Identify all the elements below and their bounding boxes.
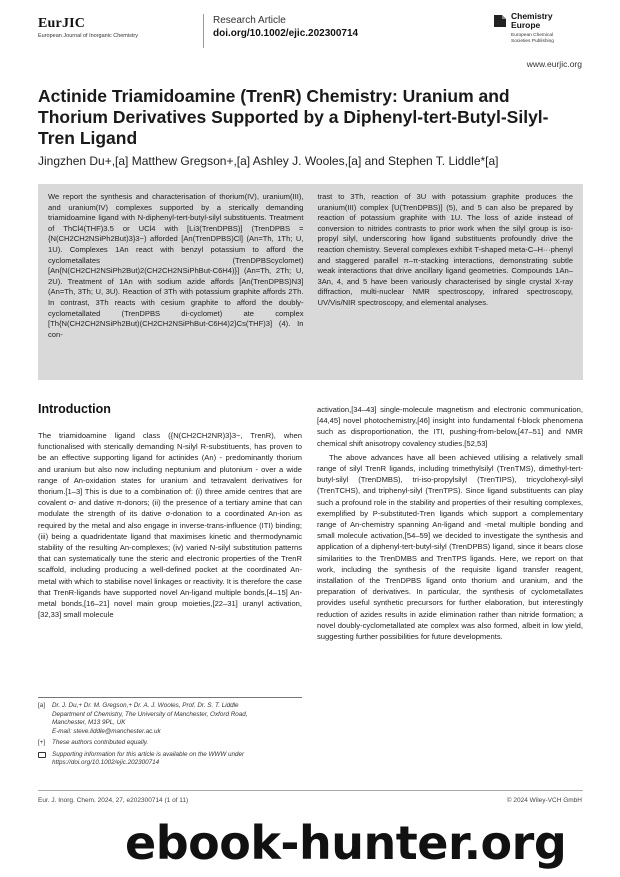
footer-divider (38, 790, 583, 791)
intro-paragraph: The above advances have all been achieved utilising a relatively small range of silyl TrenR ligands, including trimethylsilyl (TrenTMS), dimethyl-tert-butyl-silyl (TrenDMBS), tri-iso-propylsilyl (TrenTIPS), tricyclohexyl-silyl (TrenTCHS), and triphenyl-silyl (TrenTPS). Since ligand substituents can play such a profound role in the stability and properties of their resulting complexes, exemplified by P-substituted-Tren ligands which support a complementary range of An-chemistry spanning An-ligand and -metal multiple bonding and small molecule activation,[54–59] we decided to investigate the synthesis and application of a diphenyl-tert-butyl-silyl (TrenDPBS) ligand, since it bears close similarities to the TrenDMBS and TrenTPS ligands. Here, we report on that work, including the synthesis of the requisite ligand transfer reagent, installation of the TrenDPBS ligand onto thorium and uranium, and the preparation of derivatives. In particular, the synthesis of cyclometallates provides useful synthetic precursors for further elaboration, but interestingly reduction of azides results in azide elimination rather than nitride formation; a novel doubly-cyclometallated ate complex was also formed, albeit in low yield, suggesting further possibilities for future developments. (317, 452, 583, 642)
publisher-subtitle: European Chemical Societies Publishing (511, 33, 554, 44)
supporting-info-link[interactable]: https://doi.org/10.1002/ejic.202300714 (52, 759, 160, 766)
affiliation-footnote (38, 702, 302, 736)
journal-full-name: European Journal of Inorganic Chemistry (38, 33, 138, 39)
footnote-line: Manchester, M13 9PL, UK (52, 719, 126, 726)
footer-copyright: © 2024 Wiley-VCH GmbH (506, 797, 582, 804)
footnotes (38, 702, 302, 771)
footnote-line: Department of Chemistry, The University of Manchester, Oxford Road, (52, 710, 248, 718)
publisher-name: Chemistry Europe (511, 11, 553, 30)
author-list: Jingzhen Du+,[a] Matthew Gregson+,[a] Ashley J. Wooles,[a] and Stephen T. Liddle*[a] (38, 154, 499, 168)
footnote-marker: [a] (38, 702, 46, 709)
footnote-line: Supporting information for this article is available on the WWW under (52, 750, 245, 758)
header-divider (203, 14, 204, 48)
supporting-info-footnote (38, 751, 302, 768)
intro-right-column (317, 404, 583, 642)
intro-paragraph: activation,[34–43] single-molecule magnetism and electronic communication,[44,45] novel photochemistry,[46] insight into fundamental f-block phenomena such as disproportionation, the ITI, pushing-from-below,[47–51] and NMR chemical shift anisotropy covalency studies.[52,53] (317, 405, 583, 448)
equal-contribution-footnote (38, 739, 302, 748)
watermark: ebook-hunter.org (125, 816, 567, 870)
article-title: Actinide Triamidoamine (TrenR) Chemistry: Uranium and Thorium Derivatives Supported by a Diphenyl-tert-Butyl-Silyl-Tren Ligand (38, 86, 549, 148)
page-header (38, 8, 583, 48)
doi-link[interactable]: doi.org/10.1002/ejic.202300714 (213, 28, 359, 39)
document-icon (38, 752, 46, 758)
author-email[interactable]: E-mail: steve.liddle@manchester.ac.uk (52, 727, 161, 735)
footnote-line: These authors contributed equally. (52, 739, 149, 746)
chemistry-europe-logo-icon (493, 14, 507, 28)
abstract-left-column: We report the synthesis and characterisation of thorium(IV), uranium(III), and uranium(IV) complexes supported by a sterically demanding triamidoamine ligand with N-diphenyl-tert-butyl-silyl substituents. Treatment of ThCl4(THF)3.5 or UCl4 with [Li3(TrenDPBS)] (TrenDPBS = {N(CH2CH2NSiPh2But)3}3−) afforded [An(TrenDPBS)Cl] (An=Th, 1Th; U, 1U). Complexes 1An react with benzyl potassium to afford the cyclometallates (TrenDPBScyclomet) [An{N(CH2CH2NSiPh2But)2(CH2CH2NSiPhBut-C6H4)}] (An=Th, 2Th; U, 2U). Treatment of 1An with sodium azide affords [An(TrenDPBS)N3] (An=Th, 3Th; U, 3U). Reaction of 3Th with potassium graphite affords 2Th. In contrast, 3Th reacts with cesium graphite to afford the doubly-cyclometallated (TrenDPBS di-cyclomet) ate complex [Th{N(CH2CH2NSiPh2But)(CH2CH2NSiPhBut-C6H4)2}Cs(THF)3] (4). In con- (48, 192, 304, 339)
journal-site-url[interactable]: www.eurjic.org (526, 59, 582, 69)
section-heading-introduction: Introduction (38, 402, 111, 416)
intro-left-column (38, 430, 302, 620)
footnote-line: Dr. J. Du,+ Dr. M. Gregson,+ Dr. A. J. Wooles, Prof. Dr. S. T. Liddle (52, 702, 239, 709)
footer-citation: Eur. J. Inorg. Chem. 2024, 27, e202300714 (1 of 11) (38, 797, 189, 804)
intro-paragraph: The triamidoamine ligand class ({N(CH2CH2NR)3}3−, TrenR), when functionalised with sterically demanding N-silyl R-substituents, has proven to be an effective supporting ligand for actinides (An) - predominantly thorium and uranium but also now including neptunium and plutonium - over a wide range of An-oxidation states for uranium and tetravalent derivatives for thorium.[1–3] This is due to a combination of: (i) three amide centres that are covalent σ- and dative π-donors; (ii) the presence of a tertiary amine that can modulate the strength of its dative σ-donation to a coordinated An-ion as required by the metal and also engage in inverse-trans-influence (ITI) binding; (iii) being a quadridentate ligand that maximises kinetic and thermodynamic stability of the resulting An-complexes; (iv) varied N-silyl substitution patterns that can systematically tune the steric and electronic properties of the TrenR scaffold, including producing a well-defined pocket at the coordinated An-metal with which to stabilise novel linkages or reactivity. It is therefore the case that TrenR-ligands have supported novel An-ligand multiple bonds,[4–15] An-metal bonds,[16–21] novel main group moieties,[22–31] uranyl activation,[32,33] small molecule (38, 431, 302, 620)
footnote-marker: [+] (38, 739, 46, 746)
abstract-box (38, 184, 583, 380)
journal-logo (38, 16, 138, 39)
footnote-divider (38, 697, 302, 698)
journal-abbr: EurJIC (38, 16, 86, 31)
article-type: Research Article (213, 15, 286, 26)
publisher-logo (493, 12, 583, 48)
abstract-right-column: trast to 3Th, reaction of 3U with potassium graphite produces the uranium(III) complex [U(TrenDPBS)] (5), and 5 can also be prepared by reaction of potassium graphite with 1U. The loss of azide instead of conversion to nitrides contrasts to prior work when the silyl group is iso-propyl silyl, underscoring how ligand substituents profoundly drive the reaction chemistry. Several complexes exhibit T-shaped meta-C–H···phenyl and staggered parallel π–π-stacking interactions, demonstrating subtle weak interactions that drive ancillary ligand geometries. Compounds 1An–3An, 4, and 5 have been variously characterised by single crystal X-ray diffraction, multi-nuclear NMR spectroscopy, infrared spectroscopy, UV/Vis/NIR spectroscopy, and elemental analyses. (317, 192, 573, 307)
